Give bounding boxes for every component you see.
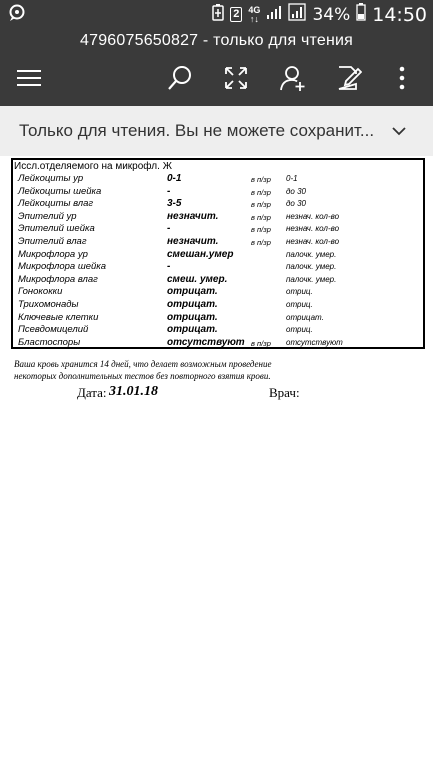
doctor-label: Врач: (269, 385, 300, 400)
table-row (13, 223, 423, 236)
test-value: отрицат. (167, 311, 218, 323)
date-value: 31.01.18 (109, 384, 158, 399)
test-norm: отрицат. (286, 312, 324, 322)
test-value: смешан.умер (167, 248, 234, 260)
lab-results-table (11, 158, 425, 349)
test-name: Лейкоциты влаг (18, 198, 94, 210)
table-row (13, 286, 423, 299)
test-norm: палочк. умер. (286, 274, 337, 284)
test-value: - (167, 261, 171, 273)
test-unit: в п/зр (251, 237, 271, 247)
more-options-icon[interactable] (388, 64, 416, 92)
test-name: Гонококки (18, 286, 63, 298)
test-name: Лейкоциты ур (18, 173, 84, 184)
readonly-banner[interactable] (0, 106, 433, 157)
lab-results-header: Иссл.отделяемого на микрофл. Ж (14, 161, 172, 172)
lab-results-rows (13, 173, 423, 349)
table-row (13, 249, 423, 262)
storage-note-line: некоторых дополнительных тестов без повторного взятия крови. (14, 371, 271, 381)
test-name: Псевдомицелий (18, 324, 89, 336)
test-norm: палочк. умер. (286, 249, 337, 259)
notification-bubble-icon (8, 4, 26, 27)
status-bar (0, 0, 433, 28)
test-name: Трихомонады (18, 298, 79, 310)
document-page (0, 156, 433, 770)
chevron-down-icon[interactable] (391, 123, 407, 139)
test-value: - (167, 185, 171, 197)
table-row (13, 211, 423, 224)
table-row (13, 173, 423, 186)
test-norm: палочк. умер. (286, 262, 337, 272)
app-bar (0, 28, 433, 106)
test-value: отрицат. (167, 286, 218, 298)
test-name: Микрофлора влаг (18, 273, 98, 285)
fullscreen-icon[interactable] (222, 64, 250, 92)
test-norm: незнач. кол-во (286, 224, 340, 234)
battery-icon (356, 3, 366, 26)
test-norm: незнач. кол-во (286, 211, 340, 221)
table-row (13, 299, 423, 312)
test-unit: в п/зр (251, 212, 271, 222)
signal-icon (266, 4, 282, 25)
test-unit: в п/зр (251, 175, 271, 184)
signal-2-icon (288, 3, 306, 26)
test-unit: в п/зр (251, 338, 271, 348)
test-value: 0-1 (167, 173, 182, 184)
test-unit: в п/зр (251, 187, 271, 197)
table-row (13, 198, 423, 211)
test-norm: отриц. (286, 287, 313, 297)
test-name: Микрофлора ур (18, 248, 88, 260)
sim-badge: 2 (230, 7, 242, 22)
table-row (13, 261, 423, 274)
test-norm: незнач. кол-во (286, 236, 340, 246)
storage-note (14, 358, 314, 382)
date-label: Дата: (77, 385, 107, 400)
test-name: Эпителий шейка (18, 223, 95, 235)
document-title: 4796075650827 - только для чтения (80, 32, 353, 49)
test-name: Ключевые клетки (18, 311, 99, 323)
test-name: Микрофлора шейка (18, 261, 107, 273)
test-norm: до 30 (286, 199, 306, 209)
add-person-icon[interactable] (278, 64, 306, 92)
test-value: 3-5 (167, 198, 182, 210)
table-row (13, 312, 423, 325)
table-row (13, 186, 423, 199)
test-name: Эпителий влаг (18, 235, 87, 247)
table-row (13, 337, 423, 350)
search-icon[interactable] (166, 64, 194, 92)
battery-saver-icon (212, 3, 224, 26)
edit-document-icon[interactable] (334, 64, 362, 92)
menu-icon[interactable] (15, 64, 43, 92)
test-norm: отриц. (286, 325, 313, 335)
clock: 14:50 (372, 3, 427, 26)
test-value: незначит. (167, 235, 219, 247)
test-unit: в п/зр (251, 200, 271, 210)
table-row (13, 324, 423, 337)
test-norm: отсутствуют (286, 337, 343, 347)
test-name: Лейкоциты шейка (18, 185, 102, 197)
test-value: незначит. (167, 210, 219, 222)
test-unit: в п/зр (251, 225, 271, 235)
battery-percent: 34% (312, 4, 351, 25)
test-value: отрицат. (167, 324, 218, 336)
test-value: смеш. умер. (167, 273, 228, 285)
table-row (13, 274, 423, 287)
storage-note-line: Ваша кровь хранится 14 дней, что делает возможным проведение (14, 359, 272, 369)
readonly-banner-text: Только для чтения. Вы не можете сохранит... (19, 121, 375, 140)
test-norm: отриц. (286, 299, 313, 309)
test-value: отрицат. (167, 298, 218, 310)
network-type-label: 4G ↑↓ (248, 4, 261, 24)
test-norm: до 30 (286, 186, 306, 196)
test-name: Эпителий ур (18, 210, 77, 222)
test-norm: 0-1 (286, 174, 298, 183)
table-row (13, 236, 423, 249)
test-value: - (167, 223, 171, 235)
test-value: отсутствуют (167, 336, 245, 348)
test-name: Бластоспоры (18, 336, 81, 348)
